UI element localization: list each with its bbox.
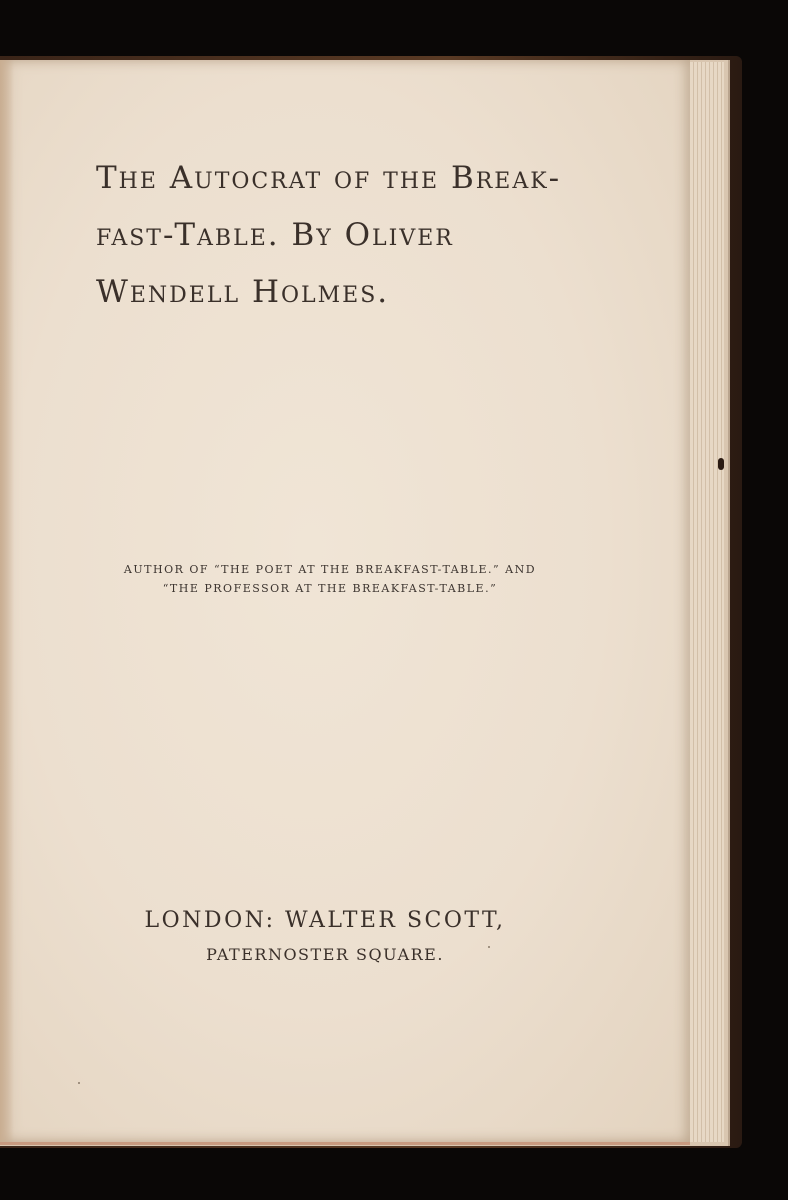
- author-credits: [110, 560, 550, 598]
- paper-speck: [488, 946, 490, 948]
- page-gutter: [0, 60, 14, 1142]
- author-credit-line-1: AUTHOR OF “THE POET AT THE BREAKFAST-TABLE.” AND: [123, 563, 537, 576]
- book-title: [96, 150, 576, 321]
- author-credit-line-2: “THE PROFESSOR AT THE BREAKFAST-TABLE.”: [162, 582, 498, 595]
- page-edges: [690, 62, 724, 1142]
- publisher-address: PATERNOSTER SQUARE.: [206, 945, 444, 964]
- paper-speck: [78, 1082, 80, 1084]
- publisher-name: LONDON: WALTER SCOTT,: [144, 908, 506, 933]
- title-line-1: The Autocrat of the Break-: [96, 160, 562, 196]
- title-line-3: Wendell Holmes.: [96, 274, 390, 310]
- cover-nick: [718, 458, 724, 470]
- title-line-2: fast-Table. By Oliver: [96, 217, 454, 253]
- publisher-imprint: [100, 902, 550, 970]
